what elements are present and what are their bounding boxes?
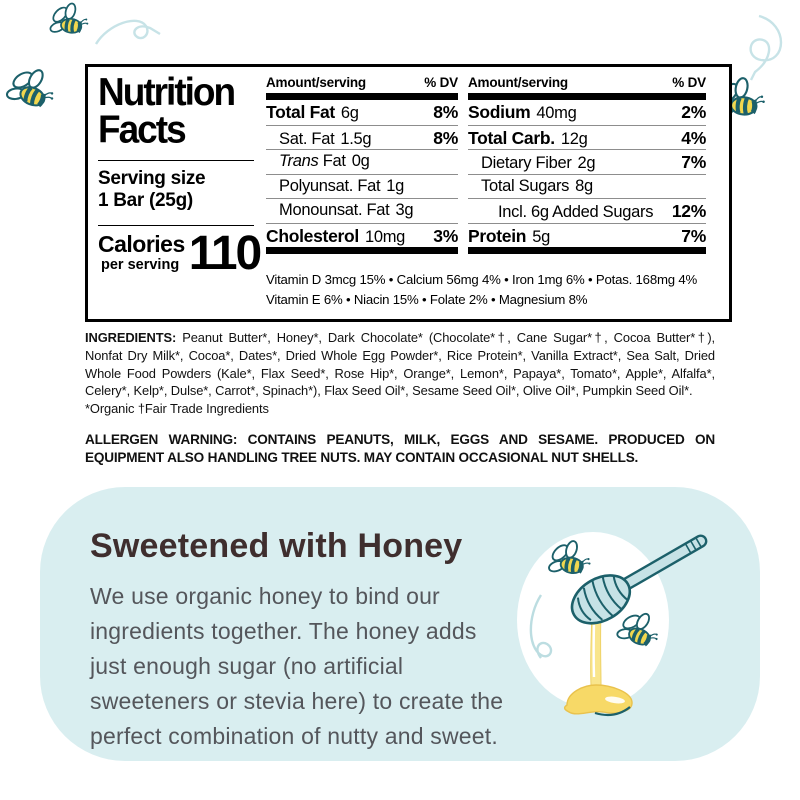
- calories-value: 110: [188, 226, 261, 280]
- percent-dv-header: % DV: [424, 75, 458, 90]
- flight-trail: [96, 21, 160, 44]
- fat-column: [266, 72, 458, 264]
- flight-trail: [751, 16, 781, 80]
- nutrient-row: Monounsat. Fat 3g: [266, 198, 458, 223]
- vitamins-line2: Vitamin E 6% • Niacin 15% • Folate 2% • Magnesium 8%: [266, 291, 588, 307]
- nutrition-facts-title: [98, 70, 256, 151]
- bee-icon: [46, 0, 91, 40]
- nutrient-row: Polyunsat. Fat 1g: [266, 174, 458, 199]
- divider: [98, 225, 254, 226]
- carb-column: [468, 72, 706, 264]
- nutrient-row: Sodium 40mg 2%: [468, 102, 706, 122]
- serving-size-label: Serving size: [98, 167, 206, 189]
- ingredients-text: Peanut Butter*, Honey*, Dark Chocolate* (Chocolate*†, Cane Sugar*†, Cocoa Butter*†), Nonfat Dry Milk*, Cocoa*, Dates*, Dried Whole Egg Powder*, Rice Protein*, Vanilla Extract*, Sea Salt, Dried Whole Food Powders (Kale*, Flax Seed*, Rose Hip*, Orange*, Lemon*, Papaya*, Tomato*, Apple*, Alfalfa*, Celery*, Kelp*, Dulse*, Carrot*, Spinach*), Flax Seed Oil*, Sesame Seed Oil*, Olive Oil*, Pumpkin Seed Oil*.: [85, 330, 715, 399]
- body-line: We use organic honey to bind our: [90, 583, 440, 609]
- nutrient-row: Trans Fat 0g: [266, 149, 458, 174]
- honey-section-heading: Sweetened with Honey: [90, 527, 463, 565]
- percent-dv-header: % DV: [672, 75, 706, 90]
- serving-size-value: 1 Bar (25g): [98, 190, 193, 212]
- nutrient-row: Incl. 6g Added Sugars 12%: [468, 198, 706, 223]
- honey-section-body: [90, 579, 503, 754]
- body-line: sweeteners or stevia here) to create the: [90, 688, 504, 714]
- calories-block: [98, 226, 261, 280]
- calories-label: Calories: [98, 230, 185, 257]
- allergen-text: ALLERGEN WARNING: CONTAINS PEANUTS, MILK, EGGS AND SESAME. PRODUCED ON EQUIPMENT ALSO HANDLING TREE NUTS. MAY CONTAIN OCCASIONAL NUT SHELLS.: [85, 432, 715, 465]
- ingredients-label: INGREDIENTS:: [85, 330, 177, 345]
- title-line2: Facts: [98, 108, 185, 151]
- nutrient-row: Total Carb. 12g 4%: [468, 125, 706, 150]
- nutrient-row: Protein 5g 7%: [468, 223, 706, 248]
- nutrient-row: Sat. Fat 1.5g 8%: [266, 125, 458, 150]
- divider: [98, 160, 254, 161]
- nutrient-row: Total Sugars 8g: [468, 174, 706, 199]
- body-line: just enough sugar (no artificial: [90, 653, 404, 679]
- calories-sublabel: per serving: [101, 256, 180, 273]
- bee-icon: [4, 65, 57, 112]
- nutrient-row: Total Fat 6g 8%: [266, 102, 458, 122]
- thick-bar: [266, 247, 458, 254]
- amount-serving-header: Amount/serving: [266, 75, 366, 90]
- nutrition-facts-left-column: [98, 70, 261, 319]
- nutrient-row: Dietary Fiber 2g 7%: [468, 149, 706, 174]
- allergen-warning: [85, 431, 715, 467]
- thick-bar: [468, 93, 706, 100]
- vitamins-line1: Vitamin D 3mcg 15% • Calcium 56mg 4% • Iron 1mg 6% • Potas. 168mg 4%: [266, 271, 697, 287]
- thick-bar: [468, 247, 706, 254]
- amount-serving-header: Amount/serving: [468, 75, 568, 90]
- ingredients-section: [85, 329, 715, 418]
- body-line: ingredients together. The honey adds: [90, 618, 477, 644]
- nutrient-row: Cholesterol 10mg 3%: [266, 223, 458, 248]
- body-line: perfect combination of nutty and sweet.: [90, 723, 498, 749]
- title-line1: Nutrition: [98, 70, 235, 114]
- honey-dipper-illustration: [495, 515, 770, 761]
- vitamins-footnote: [266, 264, 706, 319]
- nutrition-facts-panel: [85, 64, 732, 322]
- sweetened-with-honey-card: [40, 487, 760, 761]
- thick-bar: [266, 93, 458, 100]
- ingredients-footnote: *Organic †Fair Trade Ingredients: [85, 401, 269, 417]
